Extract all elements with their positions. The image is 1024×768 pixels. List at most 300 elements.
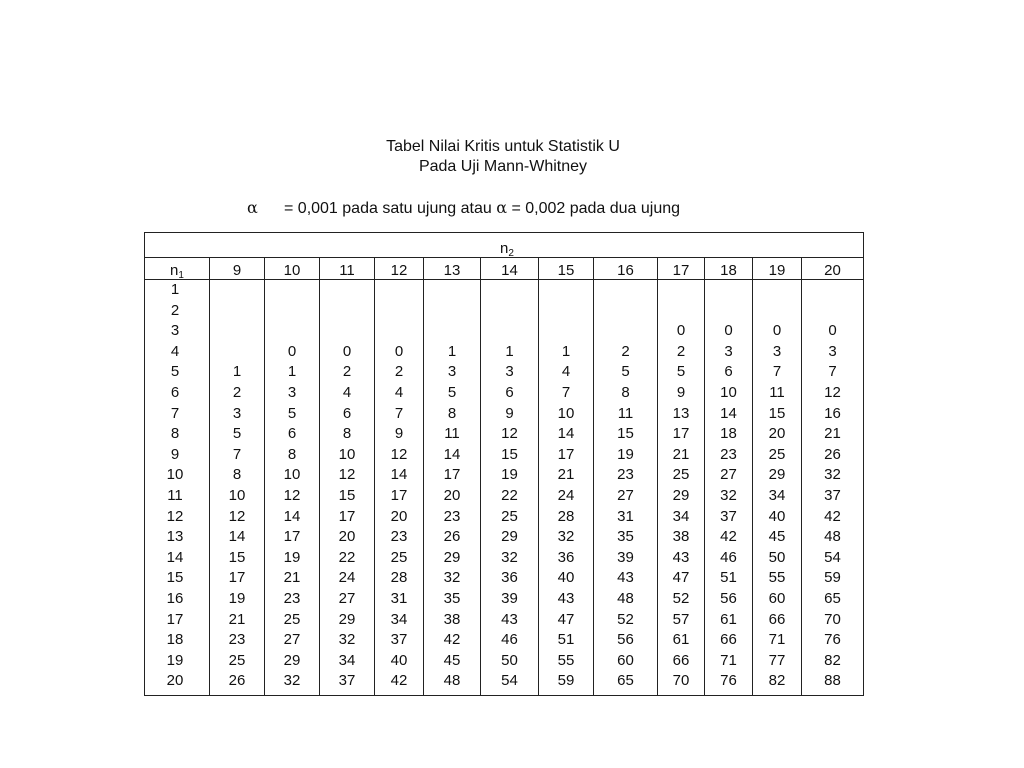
column-header: 10 [265,257,319,280]
critical-value-cell: 25 [501,507,518,525]
critical-value-cell: 19 [283,548,301,566]
critical-value-cell: 11 [769,383,785,401]
critical-value-cell: 32 [720,486,737,504]
critical-value-cell: 23 [617,466,634,484]
n2-header-row [145,233,863,258]
n1-value: 14 [166,548,184,566]
critical-value-cell [802,301,863,322]
column-n2-19 [752,257,801,696]
critical-value-cell: 19 [501,466,518,484]
critical-value-cell: 11 [617,404,634,422]
critical-value-cell: 6 [287,425,297,443]
critical-value-cell: 25 [672,466,690,484]
critical-value-cell [375,301,423,322]
n2-letter: n [500,240,509,257]
critical-value-cell: 0 [287,342,297,360]
critical-value-cell: 6 [342,404,352,422]
column-cells [320,280,374,692]
critical-value-cell: 61 [672,631,690,649]
column-n2-16 [593,257,657,696]
column-cells [539,280,593,692]
critical-value-cell: 28 [557,507,575,525]
critical-value-cell: 10 [557,404,575,422]
n1-column [145,257,209,696]
critical-value-cell: 34 [338,651,356,669]
critical-value-cell: 65 [617,672,634,690]
critical-value-cell: 7 [561,383,571,401]
critical-value-cell: 21 [228,610,246,628]
critical-value-cell: 5 [621,363,630,381]
critical-value-cell: 8 [342,425,352,443]
critical-value-cell: 82 [824,651,841,669]
critical-value-cell: 39 [501,589,518,607]
critical-value-cell [210,321,264,342]
alpha-symbol-2: α [496,198,507,217]
critical-value-cell: 10 [720,383,737,401]
critical-value-cell: 2 [621,342,630,360]
critical-value-cell [594,280,657,301]
column-header: 17 [658,257,704,280]
critical-value-cell: 59 [557,672,575,690]
alpha-text-part2: = 0,002 pada dua ujung [507,200,681,217]
critical-value-cell: 32 [557,528,575,546]
critical-value-cell: 2 [342,363,352,381]
critical-value-cell: 82 [768,672,786,690]
n1-value: 15 [166,569,184,587]
critical-value-cell [481,301,538,322]
critical-value-cell: 57 [672,610,690,628]
critical-value-cell: 5 [287,404,297,422]
critical-value-cell: 21 [283,569,301,587]
critical-value-cell [320,321,374,342]
critical-value-cell: 12 [283,486,301,504]
critical-value-cell [265,280,319,301]
critical-value-cell: 3 [724,342,733,360]
critical-value-cell: 12 [228,507,246,525]
n1-value: 13 [166,528,184,546]
critical-value-cell: 29 [501,528,518,546]
critical-value-cell: 4 [342,383,352,401]
column-header: 12 [375,257,423,280]
critical-value-cell: 43 [617,569,634,587]
critical-value-cell [424,301,480,322]
critical-value-cell: 21 [557,466,575,484]
critical-value-cell [265,321,319,342]
table-subtitle: Pada Uji Mann-Whitney [418,158,588,175]
critical-value-cell [320,301,374,322]
column-cells [705,280,752,692]
critical-value-cell [210,301,264,322]
critical-value-cell: 9 [505,404,514,422]
critical-value-cell: 29 [443,548,461,566]
critical-value-cell: 3 [772,342,782,360]
n1-value: 7 [170,404,180,422]
critical-value-cell: 1 [287,363,297,381]
critical-value-cell: 13 [672,404,690,422]
critical-value-cell: 1 [232,363,242,381]
column-cells [145,280,209,692]
critical-value-cell: 14 [443,445,461,463]
critical-value-cell: 29 [768,466,786,484]
critical-value-cell [705,280,752,301]
critical-value-cell: 35 [443,589,461,607]
critical-value-cell: 36 [557,548,575,566]
critical-value-cell [753,301,801,322]
critical-value-cell: 42 [824,507,841,525]
critical-value-cell: 17 [283,528,301,546]
column-header: 16 [594,257,657,280]
critical-value-cell: 42 [390,672,408,690]
critical-value-cell: 56 [720,589,737,607]
critical-value-cell: 23 [720,445,737,463]
column-n2-11 [319,257,374,696]
critical-values-table [144,232,864,696]
critical-value-cell: 7 [232,445,242,463]
n1-value: 10 [166,466,184,484]
critical-value-cell: 76 [824,631,841,649]
n1-value: 8 [170,425,180,443]
critical-value-cell: 71 [720,651,737,669]
n1-value: 19 [166,651,184,669]
critical-value-cell: 40 [768,507,786,525]
critical-value-cell: 21 [672,445,690,463]
column-n2-18 [704,257,752,696]
alpha-text-part1: = 0,001 pada satu ujung atau [284,200,497,217]
critical-value-cell [658,280,704,301]
critical-value-cell: 26 [228,672,246,690]
column-header: 11 [320,257,374,280]
n1-value: 17 [166,610,184,628]
critical-value-cell: 38 [443,610,461,628]
critical-value-cell: 23 [443,507,461,525]
critical-value-cell: 39 [617,548,634,566]
critical-value-cell: 38 [672,528,690,546]
critical-value-cell: 66 [720,631,737,649]
critical-value-cell: 55 [557,651,575,669]
critical-value-cell: 29 [338,610,356,628]
critical-value-cell: 1 [561,342,571,360]
critical-value-cell: 70 [672,672,690,690]
critical-value-cell: 47 [557,610,575,628]
critical-value-cell: 60 [768,589,786,607]
critical-value-cell: 37 [390,631,408,649]
critical-value-cell: 32 [501,548,518,566]
n1-value: 4 [170,342,180,360]
critical-value-cell: 14 [228,528,246,546]
critical-value-cell: 22 [338,548,356,566]
critical-value-cell [210,280,264,301]
critical-value-cell: 24 [557,486,575,504]
critical-value-cell: 8 [287,445,297,463]
critical-value-cell: 51 [720,569,737,587]
critical-value-cell: 27 [338,589,356,607]
column-header: 9 [210,257,264,280]
critical-value-cell: 5 [447,383,457,401]
critical-value-cell: 18 [720,425,737,443]
critical-value-cell: 25 [228,651,246,669]
critical-value-cell: 20 [338,528,356,546]
critical-value-cell: 3 [232,404,242,422]
critical-value-cell: 32 [283,672,301,690]
critical-value-cell: 14 [283,507,301,525]
critical-value-cell: 12 [390,445,408,463]
column-cells [802,280,863,692]
critical-value-cell: 26 [443,528,461,546]
critical-value-cell: 16 [824,404,841,422]
critical-value-cell: 32 [443,569,461,587]
critical-value-cell: 55 [768,569,786,587]
critical-value-cell: 32 [338,631,356,649]
critical-value-cell [320,280,374,301]
critical-value-cell: 17 [338,507,356,525]
critical-value-cell: 25 [283,610,301,628]
critical-value-cell: 12 [338,466,356,484]
critical-value-cell: 7 [828,363,837,381]
critical-value-cell: 17 [228,569,246,587]
critical-value-cell: 32 [824,466,841,484]
critical-value-cell: 40 [557,569,575,587]
critical-value-cell: 65 [824,589,841,607]
critical-value-cell [481,280,538,301]
critical-value-cell: 0 [724,322,733,340]
column-cells [265,280,319,692]
critical-value-cell: 14 [557,425,575,443]
critical-value-cell: 27 [720,466,737,484]
critical-value-cell: 50 [501,651,518,669]
critical-value-cell: 40 [390,651,408,669]
critical-value-cell: 76 [720,672,737,690]
critical-value-cell: 48 [824,528,841,546]
critical-value-cell: 29 [283,651,301,669]
critical-value-cell: 29 [672,486,690,504]
critical-value-cell: 8 [447,404,457,422]
critical-value-cell: 54 [501,672,518,690]
critical-value-cell: 66 [768,610,786,628]
critical-value-cell: 2 [676,342,686,360]
n1-header [145,257,209,280]
critical-value-cell: 0 [394,342,404,360]
critical-value-cell: 51 [557,631,575,649]
critical-value-cell: 10 [228,486,246,504]
n1-value: 5 [170,363,180,381]
critical-value-cell: 12 [824,383,841,401]
critical-value-cell: 20 [390,507,408,525]
critical-value-cell: 1 [505,342,514,360]
critical-value-cell: 46 [720,548,737,566]
critical-value-cell: 43 [557,589,575,607]
column-header: 19 [753,257,801,280]
critical-value-cell: 43 [672,548,690,566]
critical-value-cell [539,280,593,301]
n1-value: 1 [170,281,180,298]
critical-value-cell: 8 [232,466,242,484]
critical-value-cell: 88 [824,672,841,690]
critical-value-cell: 11 [444,425,460,443]
critical-value-cell [265,301,319,322]
critical-value-cell: 56 [617,631,634,649]
critical-value-cell: 37 [720,507,737,525]
critical-value-cell: 6 [505,383,514,401]
critical-value-cell: 31 [390,589,408,607]
critical-value-cell [481,321,538,342]
critical-value-cell: 66 [672,651,690,669]
critical-value-cell: 3 [447,363,457,381]
critical-value-cell: 34 [768,486,786,504]
critical-value-cell: 1 [447,342,457,360]
n1-subscript: 1 [178,270,184,281]
n1-value: 20 [166,672,184,690]
column-cells [658,280,704,692]
critical-value-cell: 0 [342,342,352,360]
critical-value-cell: 12 [501,425,518,443]
critical-value-cell: 6 [724,363,733,381]
critical-value-cell: 70 [824,610,841,628]
critical-value-cell: 19 [228,589,246,607]
n1-value: 3 [170,322,180,340]
critical-value-cell: 2 [394,363,404,381]
critical-value-cell: 7 [772,363,782,381]
critical-value-cell [210,342,264,363]
column-n2-9 [209,257,264,696]
critical-value-cell: 3 [505,363,514,381]
column-cells [424,280,480,692]
critical-value-cell: 31 [617,507,634,525]
critical-value-cell: 35 [617,528,634,546]
critical-value-cell [705,301,752,322]
critical-value-cell: 0 [772,322,782,340]
critical-value-cell [594,321,657,342]
critical-value-cell [753,280,801,301]
critical-value-cell: 50 [768,548,786,566]
critical-value-cell [375,280,423,301]
column-n2-14 [480,257,538,696]
column-header: 13 [424,257,480,280]
n1-value: 11 [167,486,183,504]
critical-value-cell: 26 [824,445,841,463]
critical-value-cell: 43 [501,610,518,628]
critical-value-cell: 59 [824,569,841,587]
critical-value-cell: 4 [561,363,571,381]
critical-value-cell [802,280,863,301]
critical-value-cell: 24 [338,569,356,587]
critical-value-cell: 48 [443,672,461,690]
critical-value-cell: 17 [672,425,690,443]
critical-value-cell: 23 [228,631,246,649]
column-header: 18 [705,257,752,280]
critical-value-cell: 36 [501,569,518,587]
critical-value-cell: 52 [617,610,634,628]
critical-value-cell: 3 [828,342,837,360]
critical-value-cell: 0 [828,322,837,340]
critical-value-cell: 17 [390,486,408,504]
critical-value-cell: 19 [617,445,634,463]
critical-value-cell: 23 [390,528,408,546]
critical-value-cell: 15 [338,486,356,504]
critical-value-cell: 21 [824,425,841,443]
critical-value-cell: 7 [394,404,404,422]
critical-value-cell: 60 [617,651,634,669]
critical-value-cell: 9 [394,425,404,443]
column-header: 14 [481,257,538,280]
critical-value-cell: 4 [394,383,404,401]
n1-value: 2 [170,301,180,319]
n1-value: 12 [166,507,184,525]
critical-value-cell: 77 [768,651,786,669]
critical-value-cell: 14 [720,404,737,422]
critical-value-cell: 8 [621,383,630,401]
column-cells [753,280,801,692]
column-header: 20 [802,257,863,280]
critical-value-cell: 42 [720,528,737,546]
critical-value-cell: 52 [672,589,690,607]
critical-value-cell: 27 [617,486,634,504]
n1-value: 6 [170,383,180,401]
critical-value-cell [424,280,480,301]
critical-value-cell: 34 [390,610,408,628]
critical-value-cell: 45 [443,651,461,669]
critical-value-cell: 10 [283,466,301,484]
critical-value-cell: 48 [617,589,634,607]
critical-value-cell: 37 [338,672,356,690]
n2-subscript: 2 [508,248,514,259]
critical-value-cell: 17 [443,466,461,484]
critical-value-cell: 15 [617,425,634,443]
critical-value-cell: 42 [443,631,461,649]
critical-value-cell: 37 [824,486,841,504]
alpha-description [284,198,680,219]
critical-value-cell: 47 [672,569,690,587]
critical-value-cell [658,301,704,322]
n1-value: 9 [170,445,180,463]
critical-value-cell: 10 [338,445,356,463]
critical-value-cell: 22 [501,486,518,504]
critical-value-cell [539,321,593,342]
n1-value: 16 [166,589,184,607]
critical-value-cell: 2 [232,383,242,401]
critical-value-cell: 15 [228,548,246,566]
column-cells [594,280,657,692]
column-n2-10 [264,257,319,696]
critical-value-cell: 15 [501,445,518,463]
alpha-symbol: α [247,198,258,217]
critical-value-cell: 46 [501,631,518,649]
critical-value-cell: 20 [443,486,461,504]
critical-value-cell: 25 [390,548,408,566]
column-n2-12 [374,257,423,696]
critical-value-cell [424,321,480,342]
critical-value-cell: 61 [720,610,737,628]
critical-value-cell: 71 [768,631,786,649]
column-cells [481,280,538,692]
table-title: Tabel Nilai Kritis untuk Statistik U [386,138,620,155]
critical-value-cell [375,321,423,342]
critical-value-cell: 34 [672,507,690,525]
column-n2-17 [657,257,704,696]
critical-value-cell: 54 [824,548,841,566]
column-cells [210,280,264,692]
critical-value-cell: 20 [768,425,786,443]
critical-value-cell: 5 [676,363,686,381]
critical-value-cell: 17 [557,445,575,463]
n1-letter: n [170,262,179,279]
critical-value-cell [539,301,593,322]
column-n2-13 [423,257,480,696]
column-n2-15 [538,257,593,696]
critical-value-cell: 45 [768,528,786,546]
critical-value-cell [594,301,657,322]
critical-value-cell: 28 [390,569,408,587]
critical-value-cell: 27 [283,631,301,649]
